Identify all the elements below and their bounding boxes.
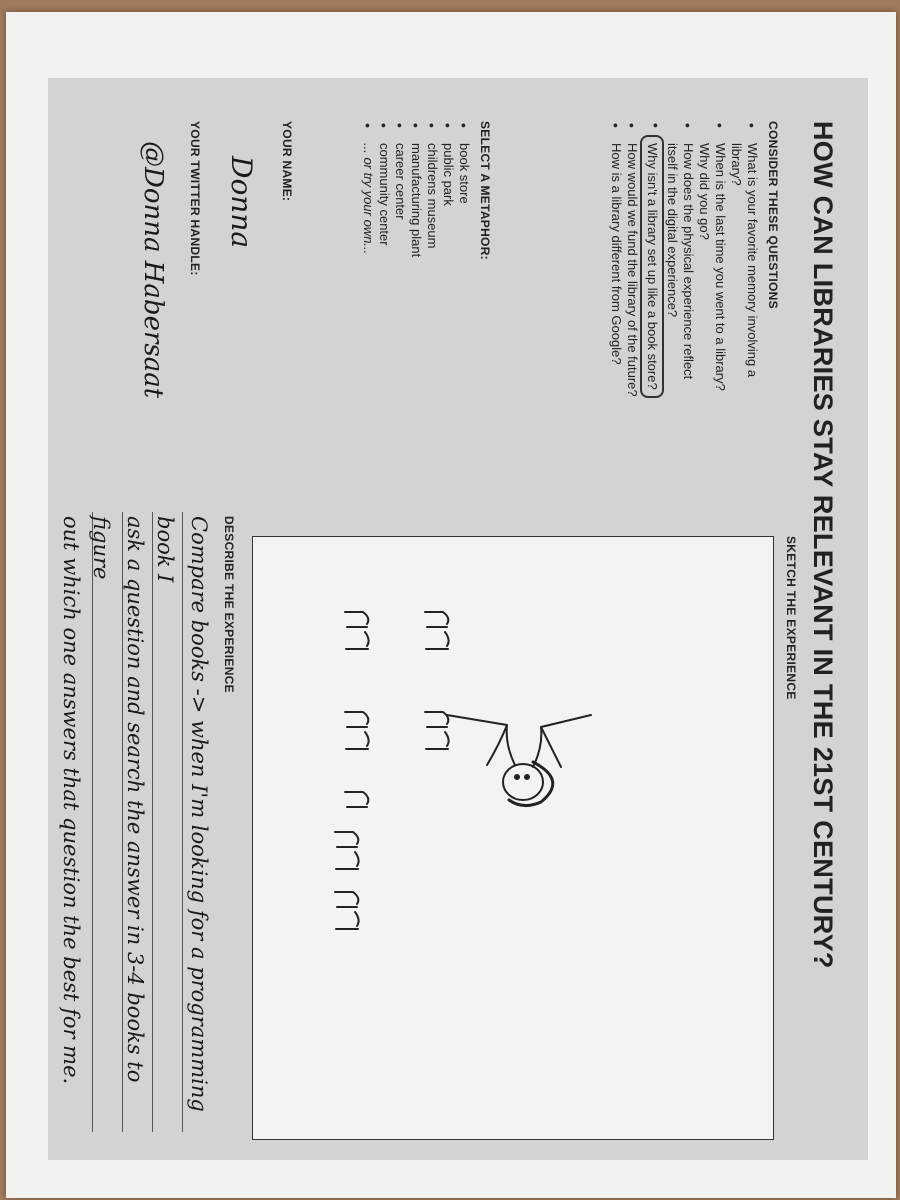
metaphor-item: • ... or try your own... — [360, 121, 376, 381]
name-value: Donna — [225, 156, 258, 249]
shelf-mark — [345, 612, 369, 649]
metaphor-list — [360, 121, 472, 381]
question-item-circled: • Why isn't a library set up like a book store? — [640, 121, 664, 401]
worksheet-title: HOW CAN LIBRARIES STAY RELEVANT IN THE 21ST CENTURY? — [808, 121, 838, 969]
person-head — [503, 764, 543, 800]
question-item: • When is the last time you went to a library? Why did you go? — [696, 121, 728, 401]
twitter-label: YOUR TWITTER HANDLE: — [188, 121, 202, 276]
metaphor-item: • book store — [456, 121, 472, 381]
shelf-mark — [335, 892, 359, 929]
question-item: • What is your favorite memory involving a library? — [728, 121, 760, 401]
metaphor-item: • community center — [376, 121, 392, 381]
metaphor-item: • childrens museum — [424, 121, 440, 381]
shelf-mark — [345, 792, 368, 807]
question-item: • How would we fund the library of the future? — [624, 121, 640, 401]
twitter-value: @Donna Habersaat — [138, 141, 168, 399]
metaphor-item: • career center — [392, 121, 408, 381]
describe-heading: DESCRIBE THE EXPERIENCE — [222, 516, 236, 693]
questions-list — [608, 121, 760, 401]
sketch-heading: SKETCH THE EXPERIENCE — [784, 536, 798, 700]
shelf-mark — [335, 832, 359, 869]
name-label: YOUR NAME: — [280, 121, 294, 202]
metaphor-heading: SELECT A METAPHOR: — [478, 121, 492, 260]
metaphor-item: • public park — [440, 121, 456, 381]
sketch-box — [252, 536, 774, 1140]
description-line: out which one answers that question the best for me. — [59, 516, 83, 1085]
person-body — [447, 715, 591, 767]
shelf-mark — [425, 612, 449, 649]
shelf-mark — [345, 712, 369, 749]
consider-heading: CONSIDER THESE QUESTIONS — [766, 121, 780, 309]
description-line: ask a question and search the answer in 3-4 books to figure — [89, 516, 147, 1083]
description-line: Compare books -> when I'm looking for a programming book I — [153, 516, 211, 1112]
sketch-drawing — [253, 537, 773, 1139]
shelf-mark — [425, 712, 449, 749]
worksheet-content — [48, 66, 868, 1148]
question-item: • How does the physical experience reflect itself in the digital experience? — [664, 121, 696, 401]
metaphor-item: • manufacturing plant — [408, 121, 424, 381]
description-text — [54, 516, 216, 1136]
question-item: • How is a library different from Google? — [608, 121, 624, 401]
